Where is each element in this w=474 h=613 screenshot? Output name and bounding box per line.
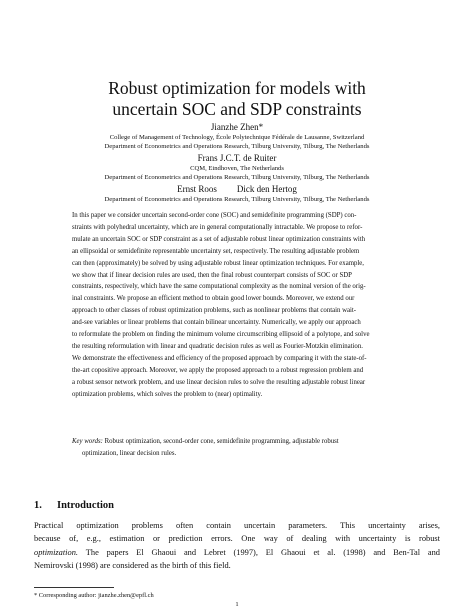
- footnote-rule: [34, 587, 114, 588]
- body-word: uncertain: [244, 521, 276, 530]
- author-affiliation: Department of Econometrics and Operations Research, Tilburg University, Tilburg, The Netherlands: [104, 174, 370, 181]
- body-word: Ghaoui: [151, 547, 177, 557]
- body-word: robust: [419, 534, 440, 544]
- author-name: Dick den Hertog: [236, 184, 297, 194]
- body-word: of: [286, 534, 294, 544]
- abstract-line: constraints, respectively, which have the same computational complexity as the nominal version of the orig-: [72, 283, 366, 291]
- section-title: Introduction: [57, 500, 114, 511]
- body-line: [34, 532, 440, 545]
- abstract-line: we show that if linear decision rules are used, then the final robust counterpart consists of SOC or SDP: [72, 271, 352, 279]
- abstract-line: and-see variables or linear problems that contain bilinear uncertainty. Numerically, we apply our approach: [72, 319, 361, 327]
- body-line: [34, 519, 440, 532]
- body-word: One: [241, 534, 256, 544]
- italic-term: optimization.: [34, 547, 78, 557]
- abstract-line: can then (approximately) be solved by using adjustable robust linear optimization techniques. For example,: [72, 259, 365, 267]
- abstract-line: an ellipsoidal or semidefinite representable uncertainty set, respectively. The resulting adjustable problem: [72, 247, 360, 255]
- abstract-line: We demonstrate the effectiveness and efficiency of the proposed approach by comparing it with the state-of-: [72, 354, 367, 362]
- author-name: Jianzhe Zhen*: [210, 122, 264, 132]
- body-word: (1997),: [233, 547, 258, 557]
- author-name: Ernst Roos: [177, 184, 217, 194]
- body-line: [34, 546, 440, 559]
- keywords-text: Robust optimization, second-order cone, semidefinite programming, adjustable robust: [104, 438, 339, 445]
- body-word: and: [373, 547, 386, 557]
- author-block-3: [40, 184, 434, 204]
- abstract-line: In this paper we consider uncertain second-order cone (SOC) and semidefinite programming (SDP) con-: [72, 212, 357, 219]
- body-word: contain: [206, 521, 231, 530]
- abstract-line: the resulting reformulation with linear and quadratic decision rules as well as Fourier-Motzkin elimination.: [72, 342, 363, 350]
- body-word: e.g.,: [86, 534, 101, 544]
- body-word: and: [427, 547, 440, 557]
- page-number: 1: [235, 601, 239, 608]
- body-word: et: [313, 547, 320, 557]
- author-names-row: [40, 184, 434, 195]
- body-word: optimization: [76, 521, 119, 530]
- body-word: of,: [69, 534, 79, 544]
- body-word: arises,: [418, 521, 440, 530]
- body-word: prediction: [168, 534, 203, 544]
- author-block-2: [40, 153, 434, 182]
- author-affiliation: CQM, Eindhoven, The Netherlands: [190, 165, 284, 172]
- keywords-label: Key words:: [72, 438, 103, 445]
- abstract-line: to reformulate the problem on finding the minimum volume circumscribing ellipsoid of a polytope, and solve: [72, 331, 370, 339]
- body-word: uncertainty: [358, 534, 397, 544]
- abstract: [72, 210, 406, 401]
- body-word: way: [263, 534, 278, 544]
- abstract-line: inal constraints. We propose an efficient method to obtain good lower bounds. Moreover, we extend our: [72, 295, 355, 303]
- body-word: estimation: [109, 534, 145, 544]
- abstract-line: mulate an uncertain SOC or SDP constraint as a set of adjustable robust linear optimization constraints with: [72, 235, 366, 243]
- body-word: al.: [327, 547, 336, 557]
- keywords-line: [72, 436, 406, 448]
- author-name: Frans J.C.T. de Ruiter: [197, 153, 277, 163]
- body-word: dealing: [301, 534, 327, 544]
- body-word: The: [85, 547, 99, 557]
- body-word: or: [152, 534, 160, 544]
- body-word: parameters.: [288, 521, 328, 530]
- body-word: uncertainty: [368, 521, 406, 530]
- body-word: El: [136, 547, 144, 557]
- body-word: Practical: [34, 521, 64, 530]
- body-word: because: [34, 534, 61, 544]
- keywords: [72, 436, 406, 460]
- body-word: Lebret: [203, 547, 226, 557]
- abstract-line: approach to other classes of robust optimization problems, such as nonlinear problems that contain wait-: [72, 307, 357, 315]
- title-line: uncertain SOC and SDP constraints: [112, 99, 362, 119]
- abstract-line: the-art copositive approach. Moreover, we apply the proposed approach to a robust regression problem and: [72, 366, 364, 374]
- body-word: errors.: [211, 534, 233, 544]
- body-word: papers: [106, 547, 129, 557]
- body-word: is: [404, 534, 411, 544]
- author-affiliation: College of Management of Technology, École Polytechnique Fédérale de Lausanne, Switzerland: [109, 134, 365, 141]
- paper-title: [40, 78, 434, 120]
- body-word: problems: [131, 521, 163, 530]
- introduction-text: [34, 519, 440, 572]
- abstract-line: optimization problems, which solves the problem to (near) optimality.: [72, 390, 263, 398]
- footnote: * Corresponding author: jianzhe.zhen@epfl.ch: [34, 592, 154, 599]
- body-word: often: [176, 521, 194, 530]
- section-number: 1.: [34, 500, 42, 511]
- author-affiliation: Department of Econometrics and Operations Research, Tilburg University, Tilburg, The Netherlands: [104, 143, 370, 150]
- body-word: and: [183, 547, 197, 557]
- author-block-1: [40, 122, 434, 151]
- body-word: This: [340, 521, 356, 530]
- section-heading: [34, 500, 114, 511]
- title-line: Robust optimization for models with: [108, 78, 366, 98]
- body-word: El: [265, 547, 274, 557]
- body-word: (1998): [343, 547, 366, 557]
- abstract-line: a robust sensor network problem, and use linear decision rules to solve the resulting adjustable robust linear: [72, 378, 366, 386]
- body-word: Ghaoui: [280, 547, 306, 557]
- author-affiliation: Department of Econometrics and Operations Research, Tilburg University, Tilburg, The Netherlands: [104, 196, 370, 203]
- keywords-text: optimization, linear decision rules.: [82, 449, 177, 457]
- body-line: Nemirovski (1998) are considered as the birth of this field.: [34, 560, 231, 570]
- body-word: with: [335, 534, 351, 544]
- body-word: Ben-Tal: [393, 547, 421, 557]
- abstract-line: straints with polyhedral uncertainty, which are in general computationally intractable. We propose to refor-: [72, 223, 363, 231]
